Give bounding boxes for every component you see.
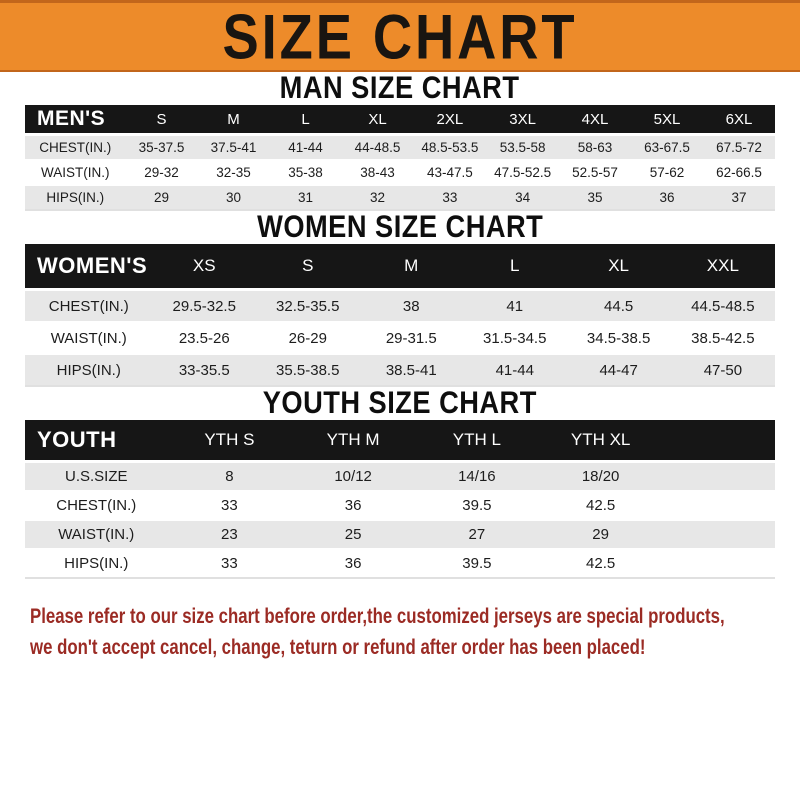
size-column-header: L [463, 244, 567, 290]
size-value-cell: 32 [342, 185, 414, 210]
size-value-cell: 32.5-35.5 [256, 290, 360, 323]
size-column-header: 3XL [486, 105, 559, 135]
size-column-header: YTH S [168, 420, 292, 462]
size-value-cell: 44.5 [567, 290, 671, 323]
size-value-cell: 25 [291, 520, 415, 549]
table-row [25, 520, 775, 549]
size-value-cell: 41 [463, 290, 567, 323]
table-row [25, 549, 775, 578]
size-value-cell: 43-47.5 [414, 160, 487, 185]
size-value-cell: 57-62 [631, 160, 703, 185]
size-value-cell: 35 [559, 185, 631, 210]
size-value-cell: 52.5-57 [559, 160, 631, 185]
size-value-cell: 8 [168, 462, 292, 492]
table-row [25, 185, 775, 210]
man-size-chart-heading: MAN SIZE CHART [280, 70, 520, 106]
size-value-cell: 42.5 [539, 549, 663, 578]
size-value-cell: 18/20 [539, 462, 663, 492]
women-size-table [25, 244, 775, 387]
table-row [25, 135, 775, 161]
row-label: U.S.SIZE [25, 462, 168, 492]
youth-size-table [25, 420, 775, 579]
size-value-cell: 36 [291, 491, 415, 520]
table-row [25, 491, 775, 520]
size-value-cell: 38.5-41 [360, 354, 464, 386]
size-value-cell: 33 [414, 185, 487, 210]
size-column-header: YTH XL [539, 420, 663, 462]
row-label: CHEST(IN.) [25, 290, 153, 323]
size-value-cell: 23 [168, 520, 292, 549]
men-size-chart-section [0, 72, 800, 211]
size-column-header: 4XL [559, 105, 631, 135]
size-value-cell: 38.5-42.5 [671, 322, 775, 354]
size-value-cell: 32-35 [198, 160, 270, 185]
size-value-cell: 39.5 [415, 549, 539, 578]
size-column-header: XL [567, 244, 671, 290]
row-label: HIPS(IN.) [25, 354, 153, 386]
size-column-header: L [270, 105, 342, 135]
row-label: WAIST(IN.) [25, 322, 153, 354]
size-value-cell: 26-29 [256, 322, 360, 354]
size-chart-banner [0, 0, 800, 72]
youth-size-chart-section [0, 387, 800, 579]
size-value-cell: 35-38 [270, 160, 342, 185]
size-value-cell: 35.5-38.5 [256, 354, 360, 386]
size-value-cell: 47-50 [671, 354, 775, 386]
size-column-header: YTH M [291, 420, 415, 462]
header-spacer [663, 420, 776, 462]
size-value-cell: 33 [168, 491, 292, 520]
row-label: HIPS(IN.) [25, 549, 168, 578]
size-value-cell: 34 [486, 185, 559, 210]
size-column-header: 2XL [414, 105, 487, 135]
size-column-header: XL [342, 105, 414, 135]
size-value-cell: 53.5-58 [486, 135, 559, 161]
size-value-cell: 29 [126, 185, 198, 210]
row-label: CHEST(IN.) [25, 135, 126, 161]
cell-spacer [663, 462, 776, 492]
size-value-cell: 31.5-34.5 [463, 322, 567, 354]
size-value-cell: 33 [168, 549, 292, 578]
size-value-cell: 58-63 [559, 135, 631, 161]
size-value-cell: 38 [360, 290, 464, 323]
men-table-label: MEN'S [25, 105, 126, 135]
size-value-cell: 33-35.5 [153, 354, 257, 386]
women-table-label: WOMEN'S [25, 244, 153, 290]
youth-table-label: YOUTH [25, 420, 168, 462]
size-value-cell: 63-67.5 [631, 135, 703, 161]
size-value-cell: 67.5-72 [703, 135, 775, 161]
cell-spacer [663, 549, 776, 578]
cell-spacer [663, 520, 776, 549]
size-value-cell: 42.5 [539, 491, 663, 520]
size-column-header: XS [153, 244, 257, 290]
men-table-header-row [25, 105, 775, 135]
size-value-cell: 29-31.5 [360, 322, 464, 354]
size-value-cell: 47.5-52.5 [486, 160, 559, 185]
size-value-cell: 37.5-41 [198, 135, 270, 161]
table-row [25, 462, 775, 492]
size-column-header: S [256, 244, 360, 290]
cell-spacer [663, 491, 776, 520]
table-row [25, 354, 775, 386]
table-row [25, 160, 775, 185]
size-value-cell: 48.5-53.5 [414, 135, 487, 161]
size-value-cell: 29.5-32.5 [153, 290, 257, 323]
size-value-cell: 23.5-26 [153, 322, 257, 354]
size-value-cell: 36 [291, 549, 415, 578]
size-value-cell: 39.5 [415, 491, 539, 520]
size-column-header: YTH L [415, 420, 539, 462]
size-value-cell: 41-44 [270, 135, 342, 161]
disclaimer-line-2: we don't accept cancel, change, teturn or refund after order has been placed! [30, 636, 646, 659]
table-row [25, 322, 775, 354]
size-value-cell: 29 [539, 520, 663, 549]
row-label: HIPS(IN.) [25, 185, 126, 210]
table-row [25, 290, 775, 323]
row-label: WAIST(IN.) [25, 160, 126, 185]
men-size-table [25, 105, 775, 211]
size-value-cell: 36 [631, 185, 703, 210]
size-column-header: M [360, 244, 464, 290]
size-value-cell: 44-48.5 [342, 135, 414, 161]
row-label: CHEST(IN.) [25, 491, 168, 520]
size-value-cell: 14/16 [415, 462, 539, 492]
women-size-chart-section [0, 211, 800, 387]
size-column-header: XXL [671, 244, 775, 290]
youth-size-chart-heading: YOUTH SIZE CHART [262, 385, 538, 421]
disclaimer [30, 605, 800, 660]
women-size-chart-heading: WOMEN SIZE CHART [256, 209, 544, 245]
size-value-cell: 38-43 [342, 160, 414, 185]
size-value-cell: 34.5-38.5 [567, 322, 671, 354]
size-value-cell: 44-47 [567, 354, 671, 386]
size-value-cell: 29-32 [126, 160, 198, 185]
disclaimer-line-1: Please refer to our size chart before order,the customized jerseys are special products, [30, 605, 725, 628]
youth-table-header-row [25, 420, 775, 462]
size-value-cell: 31 [270, 185, 342, 210]
size-value-cell: 62-66.5 [703, 160, 775, 185]
size-value-cell: 35-37.5 [126, 135, 198, 161]
size-column-header: S [126, 105, 198, 135]
size-value-cell: 41-44 [463, 354, 567, 386]
women-table-header-row [25, 244, 775, 290]
banner-title: SIZE CHART [222, 1, 578, 72]
row-label: WAIST(IN.) [25, 520, 168, 549]
size-value-cell: 10/12 [291, 462, 415, 492]
size-value-cell: 30 [198, 185, 270, 210]
size-column-header: M [198, 105, 270, 135]
size-column-header: 5XL [631, 105, 703, 135]
size-value-cell: 27 [415, 520, 539, 549]
size-value-cell: 37 [703, 185, 775, 210]
size-value-cell: 44.5-48.5 [671, 290, 775, 323]
size-column-header: 6XL [703, 105, 775, 135]
